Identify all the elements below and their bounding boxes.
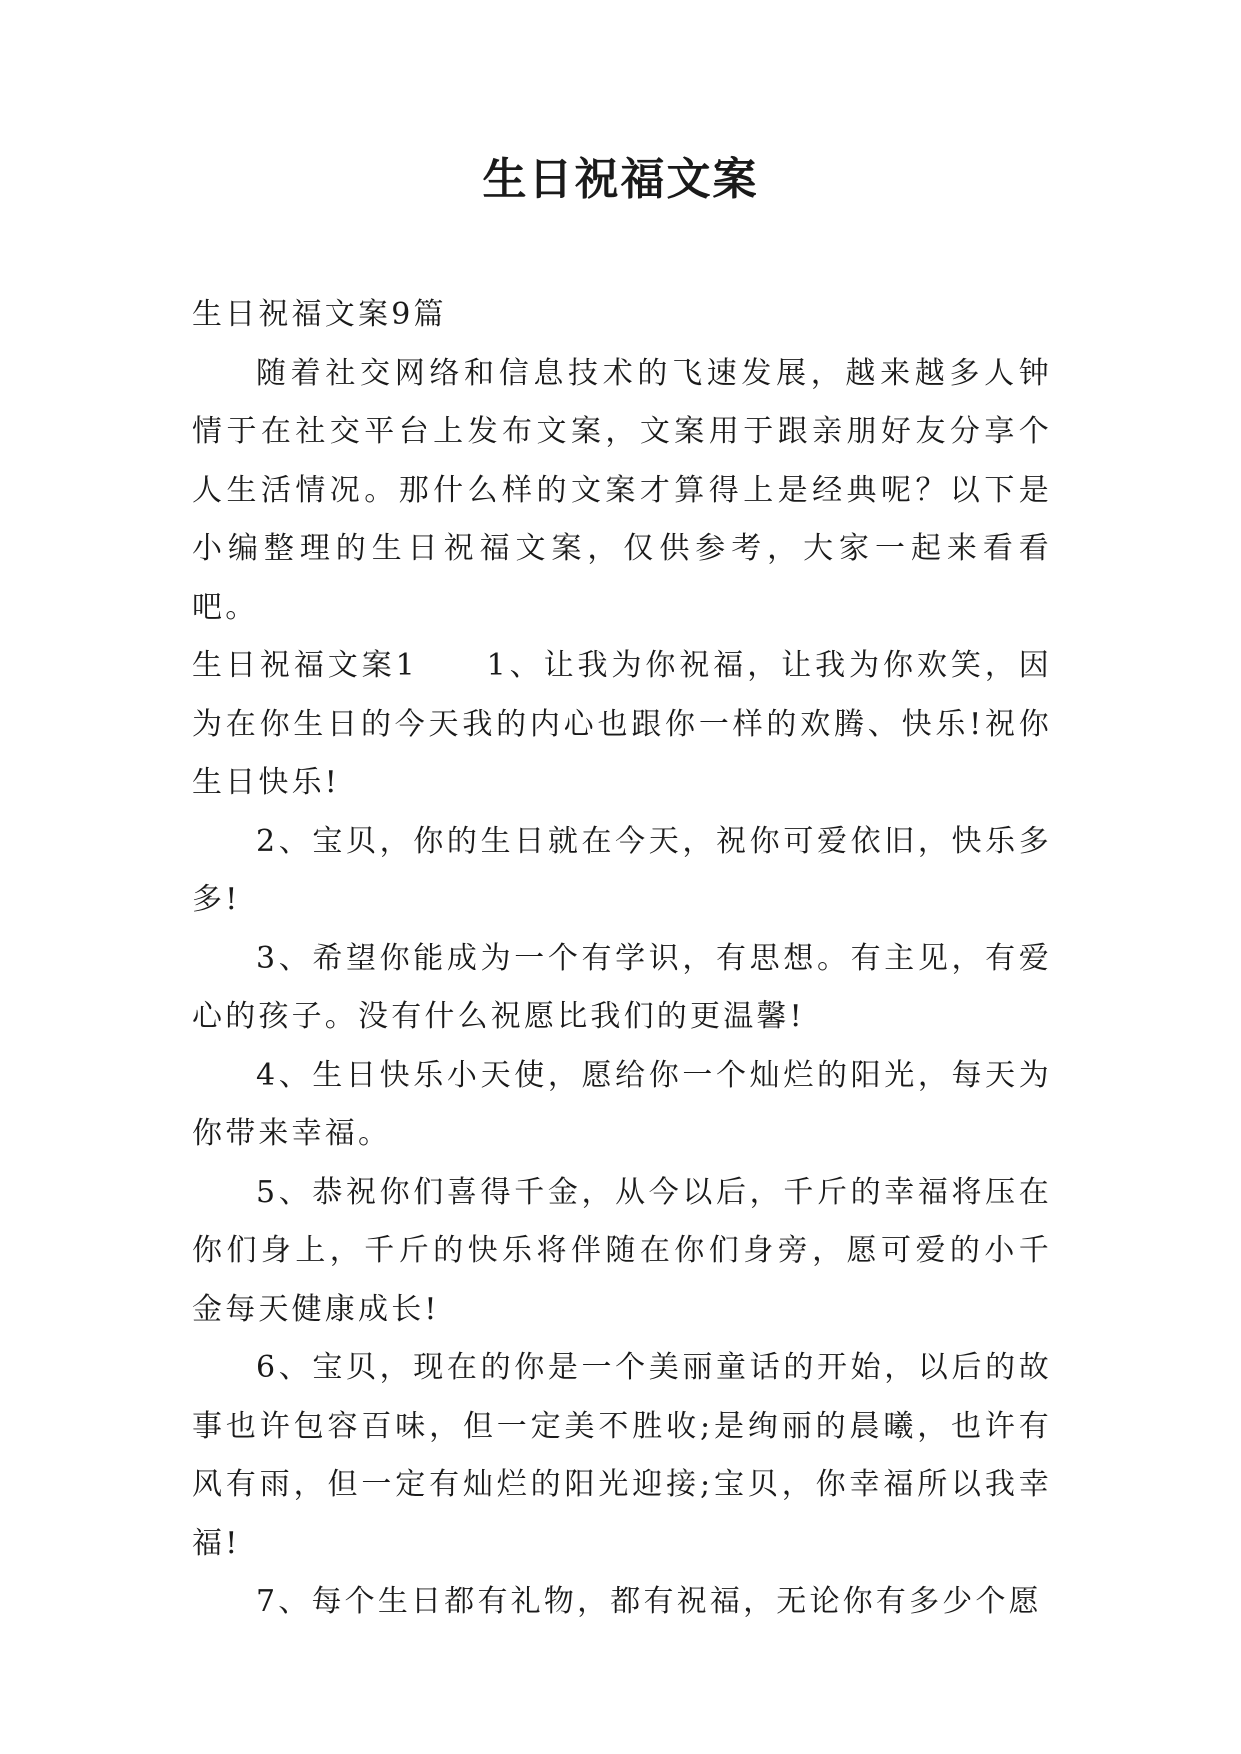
paragraph-item-3: 3、希望你能成为一个有学识，有思想。有主见，有爱心的孩子。没有什么祝愿比我们的更温馨!: [192, 940, 1052, 1034]
paragraph-intro: 随着社交网络和信息技术的飞速发展，越来越多人钟情于在社交平台上发布文案，文案用于跟亲朋好友分享个人生活情况。那什么样的文案才算得上是经典呢？以下是小编整理的生日祝福文案，仅供参考，大家一起来看看吧。: [192, 355, 1052, 625]
paragraph-item-6: 6、宝贝，现在的你是一个美丽童话的开始，以后的故事也许包容百味，但一定美不胜收;是绚丽的晨曦，也许有风有雨，但一定有灿烂的阳光迎接;宝贝，你幸福所以我幸福!: [192, 1350, 1052, 1561]
paragraph-item-7: 7、每个生日都有礼物，都有祝福，无论你有多少个愿: [256, 1584, 1042, 1619]
paragraph-item-2: 2、宝贝，你的生日就在今天，祝你可爱依旧，快乐多多!: [192, 823, 1052, 917]
document-body: [192, 286, 1052, 1632]
paragraph-item-4: 4、生日快乐小天使，愿给你一个灿烂的阳光，每天为你带来幸福。: [192, 1057, 1052, 1151]
paragraph-subtitle: 生日祝福文案9篇: [192, 297, 447, 332]
paragraph-item-5: 5、恭祝你们喜得千金，从今以后，千斤的幸福将压在你们身上，千斤的快乐将伴随在你们身旁，愿可爱的小千金每天健康成长!: [192, 1174, 1052, 1327]
document-title: 生日祝福文案: [482, 154, 759, 205]
paragraph-section-1: 生日祝福文案1 1、让我为你祝福，让我为你欢笑，因为在你生日的今天我的内心也跟你一样的欢腾、快乐!祝你生日快乐!: [192, 648, 1052, 800]
